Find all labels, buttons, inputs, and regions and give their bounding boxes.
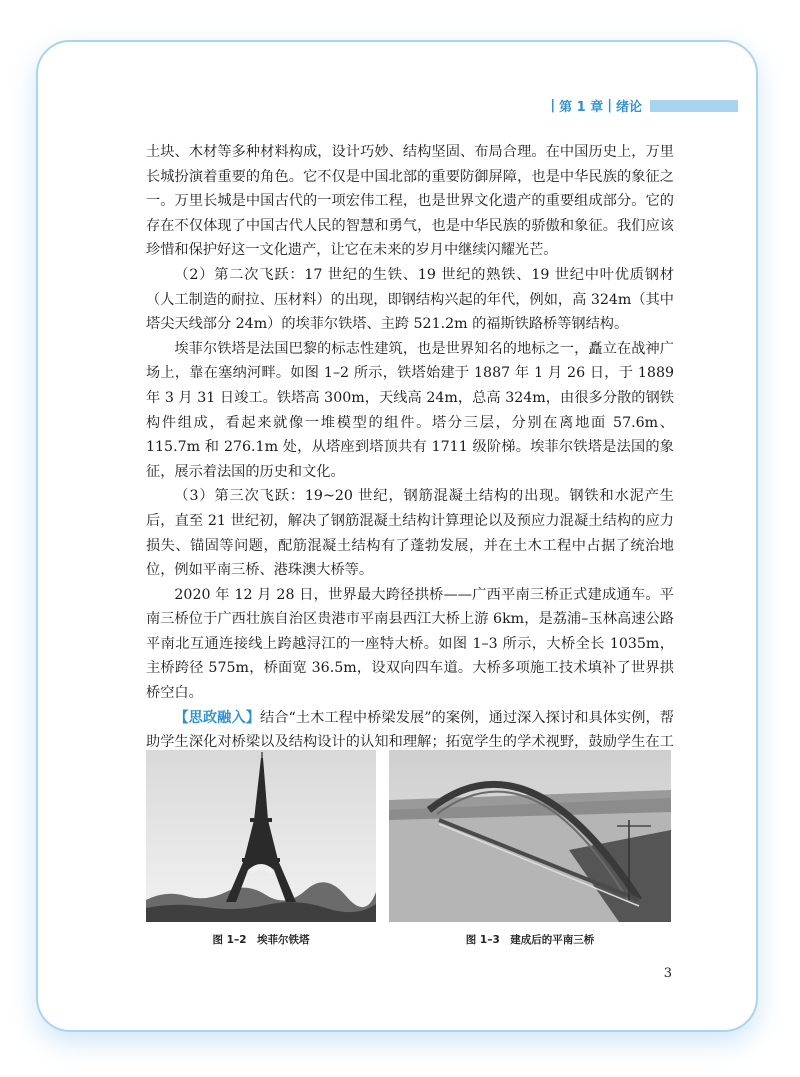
chapter-number: 第 1 章 (559, 100, 604, 115)
figure-caption: 图 1–2 埃菲尔铁塔 (212, 934, 310, 946)
eiffel-tower-photo (146, 750, 376, 922)
chapter-title: 绪论 (615, 100, 642, 115)
body-text (146, 140, 674, 779)
paragraph: （2）第二次飞跃：17 世纪的生铁、19 世纪的熟铁、19 世纪中叶优质钢材（人工制造的耐拉、压材料）的出现，即钢结构兴起的年代，例如，高 324m（其中塔尖天线部分 24m）的埃菲尔铁塔、主跨 521.2m 的福斯铁路桥等钢结构。 (146, 266, 674, 333)
page-number: 3 (663, 966, 672, 981)
figure-caption: 图 1–3 建成后的平南三桥 (465, 934, 595, 946)
figure-pingnan-bridge (389, 750, 671, 947)
figure-eiffel (146, 750, 376, 947)
paragraph: 埃菲尔铁塔是法国巴黎的标志性建筑，也是世界知名的地标之一，矗立在战神广场上，靠在塞纳河畔。如图 1–2 所示，铁塔始建于 1887 年 1 月 26 日，于 1889 年 3 月 31 日竣工。铁塔高 300m，天线高 24m，总高 324m，由很多分散的钢铁构件组成，看起来就像一堆模型的组件。塔分三层，分别在离地面 57.6m、115.7m 和 276.1m 处，从塔座到塔顶共有 1711 级阶梯。埃菲尔铁塔是法国的象征，展示着法国的历史和文化。 (146, 340, 674, 480)
sizheng-tag: 【思政融入】 (174, 709, 260, 726)
paragraph: （3）第三次飞跃：19~20 世纪，钢筋混凝土结构的出现。钢铁和水泥产生后，直至 21 世纪初，解决了钢筋混凝土结构计算理论以及预应力混凝土结构的应力损失、锚固等问题，配筋混凝土结构有了蓬勃发展，并在土木工程中占据了统治地位，例如平南三桥、港珠澳大桥等。 (146, 488, 674, 579)
paragraph: 2020 年 12 月 28 日，世界最大跨径拱桥——广西平南三桥正式建成通车。平南三桥位于广西壮族自治区贵港市平南县西江大桥上游 6km，是荔浦–玉林高速公路平南北互通连接线上跨越浔江的一座特大桥。如图 1–3 所示，大桥全长 1035m，主桥跨径 575m，桥面宽 36.5m，设双向四车道。大桥多项施工技术填补了世界拱桥空白。 (146, 586, 674, 702)
paragraph: 土块、木材等多种材料构成，设计巧妙、结构坚固、布局合理。在中国历史上，万里长城扮演着重要的角色。它不仅是中国北部的重要防御屏障，也是中华民族的象征之一。万里长城是中国古代的一项宏伟工程，也是世界文化遗产的重要组成部分。它的存在不仅体现了中国古代人民的智慧和勇气，也是中华民族的骄傲和象征。我们应该珍惜和保护好这一文化遗产，让它在未来的岁月中继续闪耀光芒。 (146, 144, 674, 259)
sizheng-text: 结合“土木工程中桥梁发展”的案例，通过深入探讨和具体实例，帮助学生深化对桥梁以及结构设计的认知和理解；拓宽学生的学术视野，鼓励学生在工 (146, 709, 674, 751)
chapter-header: | 第 1 章 | 绪论 (546, 96, 738, 115)
header-bar (650, 100, 738, 112)
pingnan-bridge-photo (389, 750, 671, 922)
